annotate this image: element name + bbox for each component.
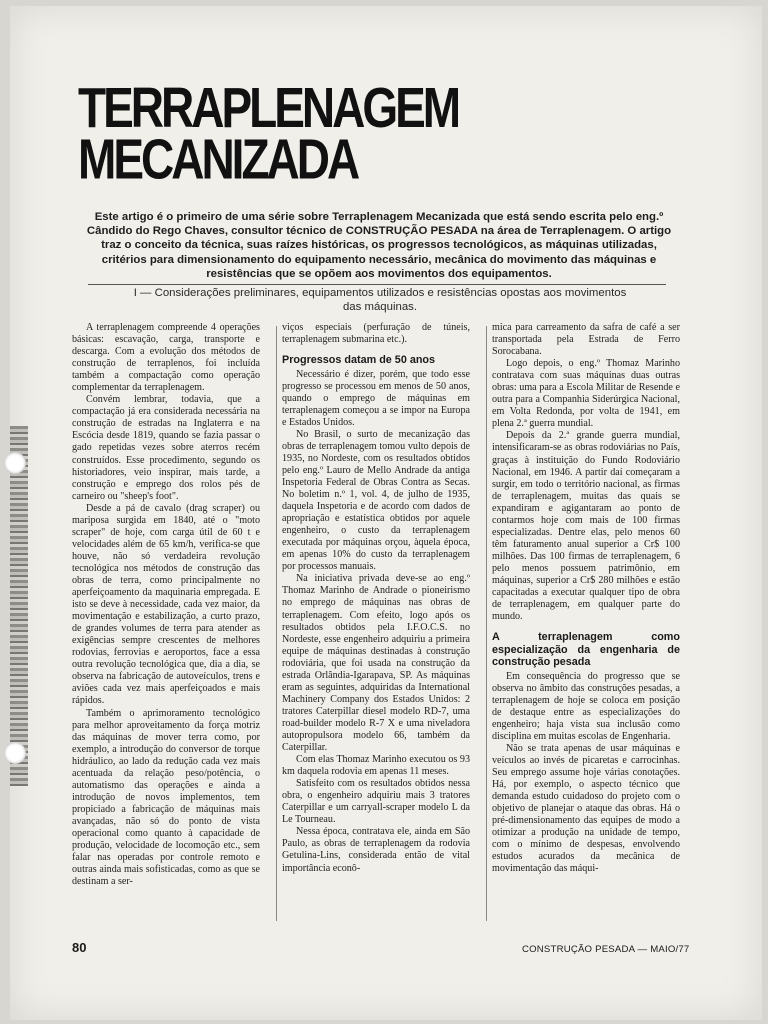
paragraph: Em consequência do progresso que se observa no âmbito das construções pesadas, a terraplenagem de hoje se coloca em posição de destaque entre as especializações do engenheiro; haja vista sua inclusão como disciplina em muitas escolas de Engenharia. [492, 670, 680, 742]
text-column-3 [492, 322, 680, 875]
paragraph: Com elas Thomaz Marinho executou os 93 km daquela rodovia em apenas 11 meses. [282, 754, 470, 778]
paragraph: No Brasil, o surto de mecanização das obras de terraplenagem tomou vulto depois de 1935, no Nordeste, com os resultados obtidos pelo eng.º Lauro de Mello Andrade da antiga Inspetoria Federal de Obras Contra as Secas. No boletim n.º 1, vol. 4, de julho de 1935, daquela Inspetoria e de acordo com dados de apropriação e estatística obtidos por aquele engenheiro, o custo da terraplenagem executada por máquinas orçou, àquela época, em apenas 10% do custo da terraplenagem por processos manuais. [282, 428, 470, 573]
paragraph: Na iniciativa privada deve-se ao eng.º Thomaz Marinho de Andrade o pioneirismo no emprego de máquinas nas obras de terraplenagem. Com efeito, logo após os resultados obtidos pela I.F.O.C.S. no Nordeste, esse engenheiro adquiriu a primeira equipe de máquinas destinadas à construção rodoviária, que foi usada na construção da estrada Orlândia-Igarapava, SP. As máquinas eram as seguintes, adquiridas da International Machinery Company dos Estados Unidos: 2 tratores Caterpillar diesel modelo RD-7, uma road-builder modelo R-7 X e uma niveladora autopropulsora modelo 66, também da Caterpillar. [282, 573, 470, 754]
divider [88, 284, 666, 285]
torn-binding-edge [10, 426, 28, 786]
paragraph: Também o aprimoramento tecnológico para melhor aproveitamento da força motriz das máquinas de mover terra como, por exemplo, a introdução do conversor de torque hidráulico, ao lado da redução cada vez mais acentuada da relação peso/potência, o automatismo das operações e ainda a introdução de novos implementos, tem propiciado a fabricação de máquinas mais avançadas, não só do ponto de vista operacional como quanto à capacidade de produção, velocidade de locomoção etc., sem falar nas operadas por controle remoto e outras ainda mais sofisticadas, como as que se destinam a ser- [72, 707, 260, 888]
paragraph: Nessa época, contratava ele, ainda em São Paulo, as obras de terraplenagem da rodovia Getulina-Lins, considerada então de vital importância econô- [282, 826, 470, 874]
column-divider [276, 326, 277, 921]
paragraph: Necessário é dizer, porém, que todo esse progresso se processou em menos de 50 anos, quando o emprego de máquinas em terraplenagem começou a se impor na Europa e Estados Unidos. [282, 368, 470, 428]
paragraph: mica para carreamento da safra de café a ser transportada pela Estrada de Ferro Sorocabana. [492, 322, 680, 358]
section-heading: I — Considerações preliminares, equipamentos utilizados e resistências opostas aos movimentos das máquinas. [133, 287, 627, 313]
paragraph: viços especiais (perfuração de túneis, terraplenagem submarina etc.). [282, 322, 470, 346]
subheading: A terraplenagem como especialização da engenharia de construção pesada [492, 631, 680, 669]
paragraph: Não se trata apenas de usar máquinas e veículos ao invés de picaretas e carrocinhas. Seu emprego assume hoje várias conotações. Há, por exemplo, o aspecto técnico que demanda estudo cuidadoso do projeto com o objetivo de planejar o ataque das obras. Há o pré-dimensionamento das equipes de modo a otimizar a produção na unidade de tempo, com o mínimo de despesas, envolvendo estudos acurados da mecânica de movimentação das máqui- [492, 742, 680, 875]
column-divider [486, 326, 487, 921]
article-intro: Este artigo é o primeiro de uma série sobre Terraplenagem Mecanizada que está sendo escrita pelo eng.º Cândido do Rego Chaves, consultor técnico de CONSTRUÇÃO PESADA na área de Terraplenagem. O artigo traz o conceito da técnica, suas raízes históricas, os progressos tecnológicos, as máquinas utilizadas, critérios para dimensionamento do equipamento necessário, mecânica do movimento das máquinas e resistências que se opõem aos movimentos dos equipamentos. [86, 211, 672, 280]
text-column-2 [282, 322, 470, 875]
magazine-footer: CONSTRUÇÃO PESADA — MAIO/77 [522, 944, 690, 955]
paragraph: Convém lembrar, todavia, que a compactação já era considerada necessária na construção de estradas na Inglaterra e na Escócia desde 1819, quando se fazia passar o gado repetidas vezes sobre aterros recém construídos. Esse procedimento, segundo os historiadores, veio inspirar, mais tarde, a construção e emprego dos rolos pés de carneiro ou "sheep's foot". [72, 394, 260, 502]
binder-hole [4, 452, 26, 474]
title-line-1: TERRAPLENAGEM [78, 75, 459, 140]
subheading: Progressos datam de 50 anos [282, 354, 436, 367]
text-column-1 [72, 322, 260, 888]
paragraph: Logo depois, o eng.º Thomaz Marinho contratava com suas máquinas duas outras obras: uma para a Escola Militar de Resende e outra para a Companhia Siderúrgica Nacional, em Volta Redonda, por volta de 1941, em plena 2.ª guerra mundial. [492, 358, 680, 430]
binder-hole [4, 742, 26, 764]
title-line-2: MECANIZADA [78, 127, 358, 191]
paragraph: Satisfeito com os resultados obtidos nessa obra, o engenheiro adquiriu mais 3 tratores Caterpillar e um carryall-scraper modelo L da Le Tourneau. [282, 778, 470, 826]
paragraph: Depois da 2.ª grande guerra mundial, intensificaram-se as obras rodoviárias no País, graças à instituição do Fundo Rodoviário Nacional, em 1946. A partir daí começaram a surgir, em todo o território nacional, as firmas de terraplenagem, muitas das quais se expandiram e agigantaram ao ponto de contarmos hoje com mais de 100 firmas especializadas. Dentre elas, pelo menos 60 têm faturamento anual superior a Cr$ 100 milhões. Das 100 firmas de terraplenagem, 6 pelo menos possuem patrimônio, em máquinas, superior a Cr$ 280 milhões e estão capacitadas a executar qualquer tipo de obra de terraplenagem, em qualquer parte do mundo. [492, 430, 680, 623]
page-number: 80 [72, 940, 87, 955]
article-title [78, 75, 538, 191]
paragraph: Desde a pá de cavalo (drag scraper) ou mariposa surgida em 1840, até o "moto scraper" de hoje, com carga útil de 60 t e velocidades além de 65 km/h, verifica-se que houve, não só verdadeira revolução tecnológica nos métodos de construção das obras de terra, como principalmente no aperfeiçoamento da maquinaria empregada. E isto se deve à necessidade, cada vez maior, da movimentação e estabilização, a curto prazo, de grandes volumes de terra para atender as exigências sempre crescentes de melhores rodovias, ferrovias e aeroportos, face a essa outra revolução tecnológica que, dia a dia, se observa na fabricação de autoveículos, trens e aviões cada vez mais aperfeiçoados e mais rápidos. [72, 502, 260, 707]
paragraph: A terraplenagem compreende 4 operações básicas: escavação, carga, transporte e descarga. Com a evolução dos métodos de construção de terraplenos, foi incluída também a compactação como operação complementar da terraplenagem. [72, 322, 260, 394]
